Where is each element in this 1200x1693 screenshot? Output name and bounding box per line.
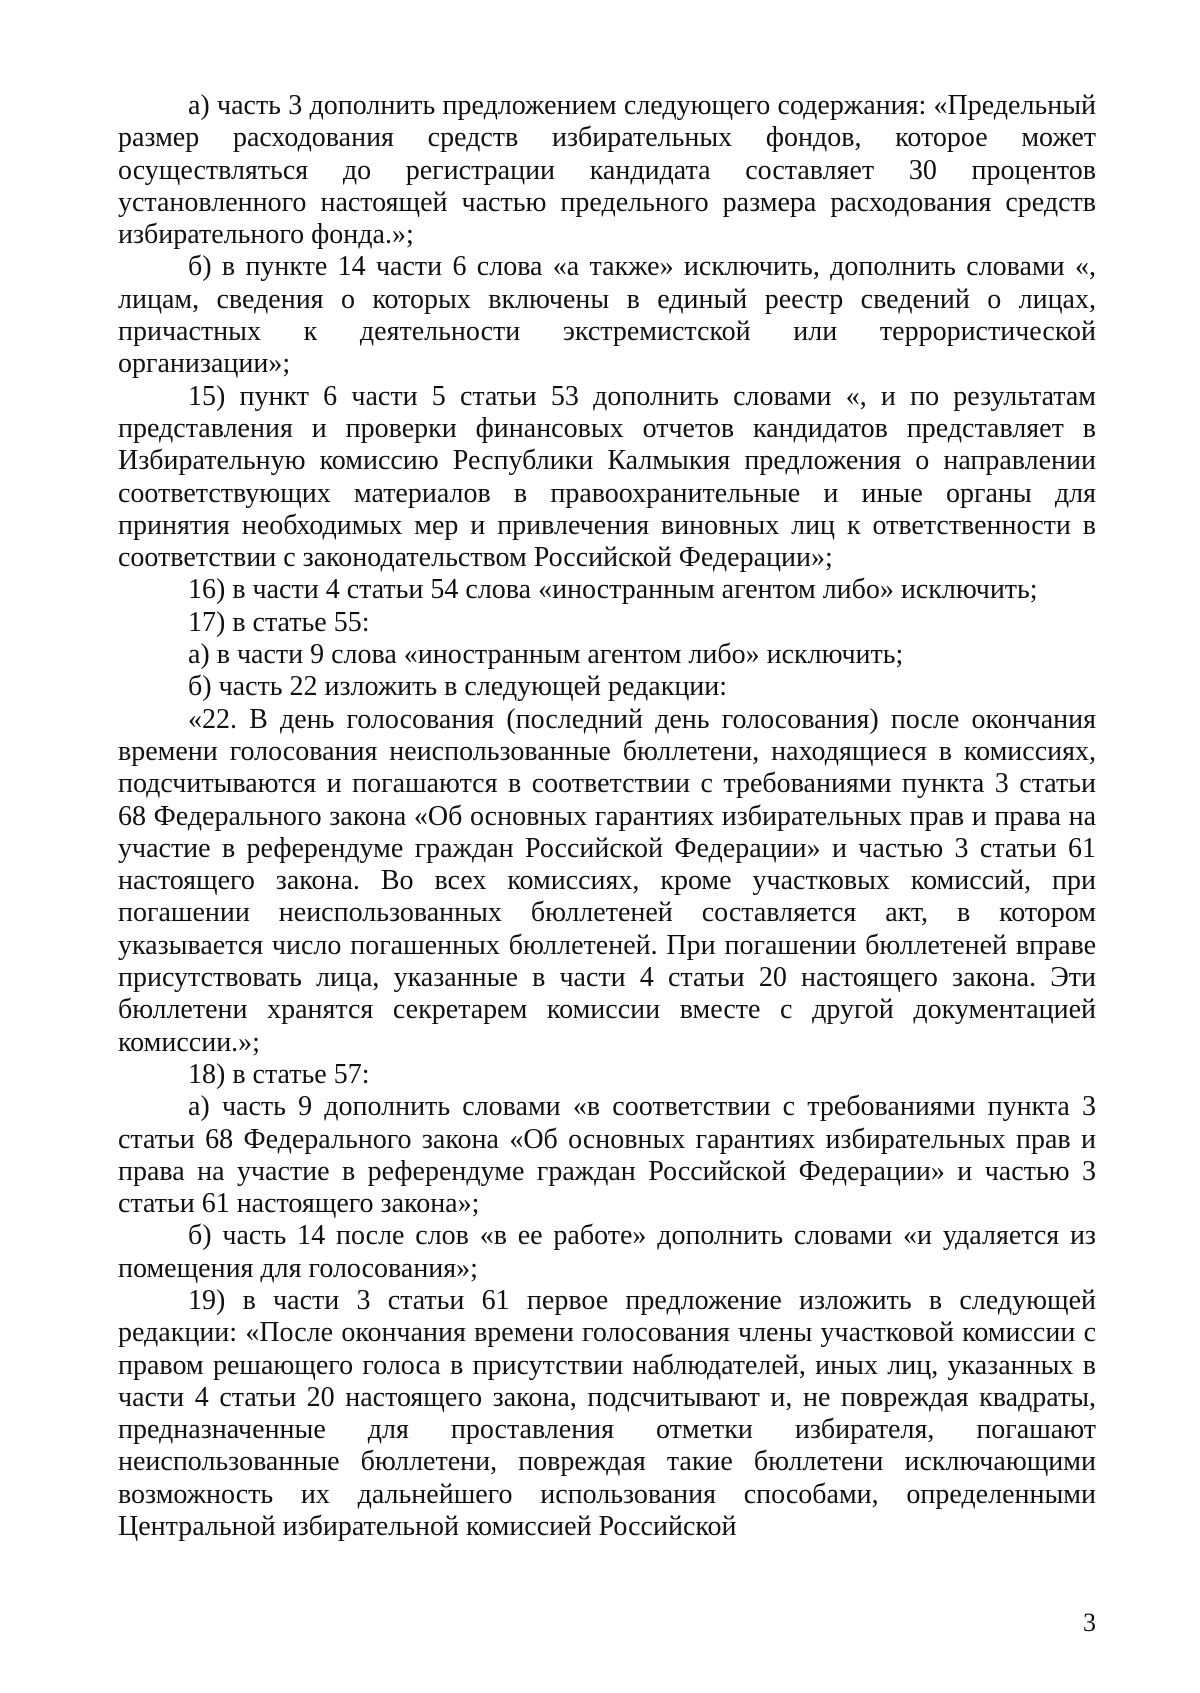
paragraph-3a: а) часть 3 дополнить предложением следующего содержания: «Предельный размер расходования средств избирательных фондов, которое может осуществляться до регистрации кандидата составляет 30 процентов установленного настоящей частью предельного размера расходования средств избирательного фонда.»; — [118, 90, 1096, 251]
paragraph-17b: б) часть 22 изложить в следующей редакции: — [188, 671, 728, 703]
paragraph-15: 15) пункт 6 части 5 статьи 53 дополнить словами «, и по результатам представления и проверки финансовых отчетов кандидатов представляет в Избирательную комиссию Республики Калмыкия предложения о направлении соответствующих материалов в правоохранительные и иные органы для принятия необходимых мер и привлечения виновных лиц к ответственности в соответствии с законодательством Российской Федерации»; — [118, 380, 1096, 574]
paragraph-19: 19) в части 3 статьи 61 первое предложение изложить в следующей редакции: «После окончания времени голосования члены участковой комиссии с правом решающего голоса в присутствии наблюдателей, иных лиц, указанных в части 4 статьи 20 настоящего закона, подсчитывают и, не повреждая квадраты, предназначенные для проставления отметки избирателя, погашают неиспользованные бюллетени, повреждая такие бюллетени исключающими возможность их дальнейшего использования способами, определенными Центральной избирательной комиссией Российской — [118, 1284, 1096, 1543]
paragraph-18b: б) часть 14 после слов «в ее работе» дополнить словами «и удаляется из помещения для голосования»; — [118, 1220, 1096, 1284]
paragraph-17a: а) в части 9 слова «иностранным агентом либо» исключить; — [188, 639, 904, 671]
paragraph-18a: а) часть 9 дополнить словами «в соответствии с требованиями пункта 3 статьи 68 Федерального закона «Об основных гарантиях избирательных прав и права на участие в референдуме граждан Российской Федерации» и частью 3 статьи 61 настоящего закона»; — [118, 1091, 1096, 1220]
paragraph-3b: б) в пункте 14 части 6 слова «а также» исключить, дополнить словами «, лицам, сведения о которых включены в единый реестр сведений о лицах, причастных к деятельности экстремистской или террористической организации»; — [118, 251, 1096, 380]
paragraph-17: 17) в статье 55: — [188, 606, 370, 638]
paragraph-16: 16) в части 4 статьи 54 слова «иностранным агентом либо» исключить; — [188, 574, 1038, 606]
page-number: 3 — [1083, 1608, 1096, 1637]
paragraph-22-quote: «22. В день голосования (последний день голосования) после окончания времени голосования неиспользованные бюллетени, находящиеся в комиссиях, подсчитываются и погашаются в соответствии с требованиями пункта 3 статьи 68 Федерального закона «Об основных гарантиях избирательных прав и права на участие в референдуме граждан Российской Федерации» и частью 3 статьи 61 настоящего закона. Во всех комиссиях, кроме участковых комиссий, при погашении неиспользованных бюллетеней составляется акт, в котором указывается число погашенных бюллетеней. При погашении бюллетеней вправе присутствовать лица, указанные в части 4 статьи 20 настоящего закона. Эти бюллетени хранятся секретарем комиссии вместе с другой документацией комиссии.»; — [118, 703, 1096, 1058]
document-body — [118, 90, 1096, 1543]
paragraph-18: 18) в статье 57: — [188, 1058, 370, 1090]
